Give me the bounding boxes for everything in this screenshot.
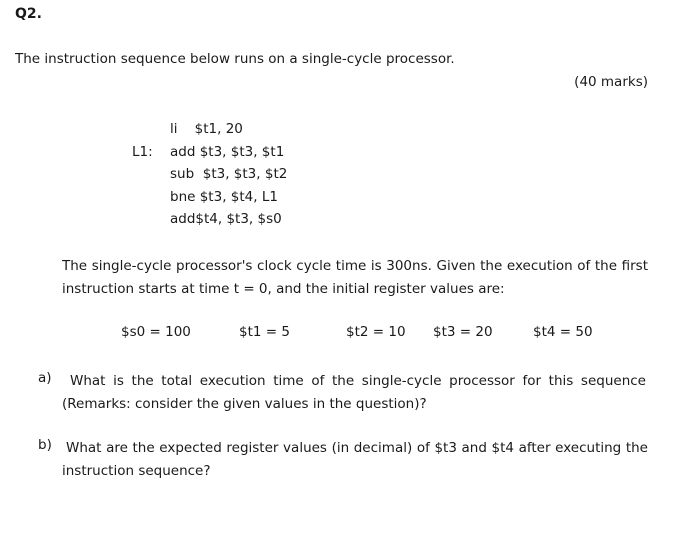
- clock-paragraph: The single-cycle processor's clock cycle time is 300ns. Given the execution of the first instruction starts at time t = 0, and the initial register values are:: [62, 258, 648, 297]
- question-b-label: b): [38, 437, 52, 453]
- code-instruction: bne $t3, $t4, L1: [170, 188, 278, 205]
- marks-label: (40 marks): [574, 74, 648, 90]
- code-instruction: li $t1, 20: [170, 121, 243, 137]
- register-t2: $t2 = 10: [346, 324, 406, 340]
- register-s0: $s0 = 100: [121, 324, 191, 340]
- register-t4: $t4 = 50: [533, 324, 593, 340]
- code-instruction: sub $t3, $t3, $t2: [170, 166, 288, 182]
- question-a-text: What is the total execution time of the single-cycle processor for this sequence (Remarks: consider the given values in the question)?: [62, 373, 646, 412]
- question-b-text: What are the expected register values (in decimal) of $t3 and $t4 after executing the instruction sequence?: [62, 440, 648, 479]
- code-instruction: add $t3, $t3, $t1: [170, 143, 285, 160]
- question-number: Q2.: [15, 6, 42, 22]
- intro-text: The instruction sequence below runs on a single-cycle processor.: [15, 51, 455, 67]
- register-t1: $t1 = 5: [239, 324, 290, 340]
- code-instruction: add$t4, $t3, $s0: [170, 211, 282, 227]
- question-a-label: a): [38, 370, 52, 386]
- register-t3: $t3 = 20: [433, 324, 493, 340]
- code-label: L1:: [132, 143, 153, 160]
